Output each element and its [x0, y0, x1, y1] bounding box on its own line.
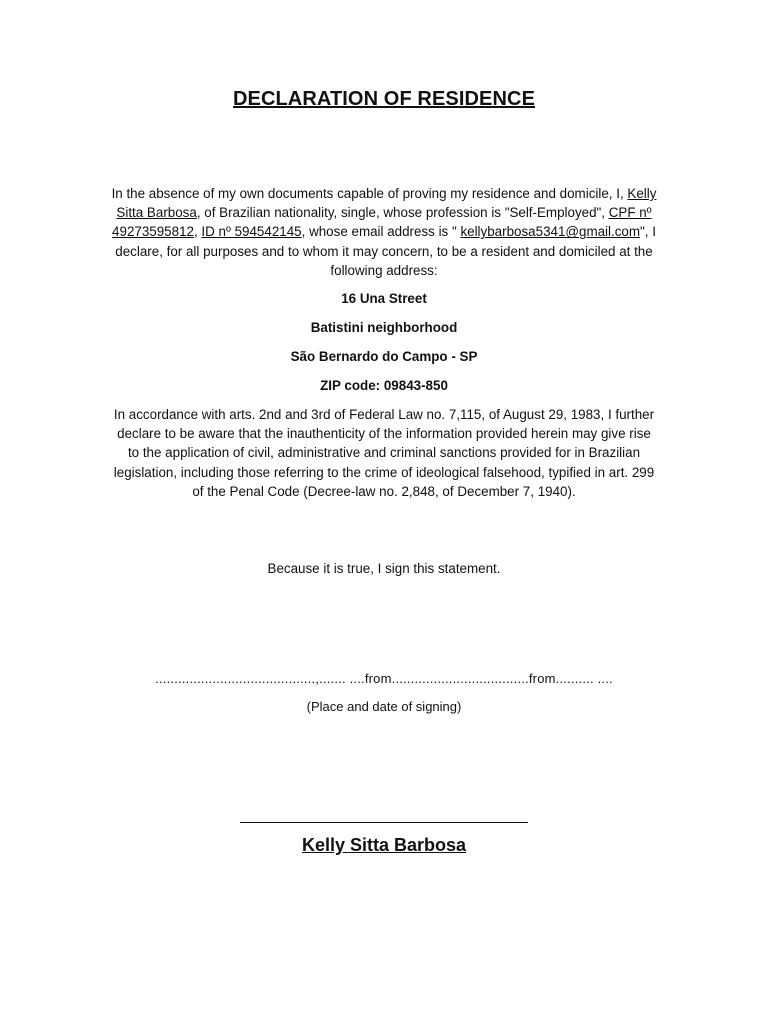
intro-text-5: ", I declare, for all purposes and to whom it may concern, to be a resident and domiciled at the following address:: [115, 224, 656, 278]
intro-text-3: ,: [193, 224, 202, 240]
cpf-number: CPF nº 49273595812: [112, 205, 652, 240]
address-zip: ZIP code: 09843-850: [320, 378, 448, 393]
address-neighborhood: Batistini neighborhood: [310, 320, 458, 335]
intro-text-4: , whose email address is ": [301, 224, 461, 240]
intro-text-2: , of Brazilian nationality, single, whose profession is "Self-Employed",: [196, 205, 609, 221]
email-address: kellybarbosa5341@gmail.com: [460, 224, 641, 240]
address-city: São Bernardo do Campo - SP: [290, 349, 478, 364]
signature-name: Kelly Sitta Barbosa: [301, 835, 467, 855]
signing-statement: Because it is true, I sign this statement.: [267, 561, 501, 576]
intro-text-1: In the absence of my own documents capable of proving my residence and domicile, I,: [111, 186, 628, 201]
legal-paragraph: In accordance with arts. 2nd and 3rd of Federal Law no. 7,115, of August 29, 1983, I further declare to be aware that the inauthenticity of the information provided herein may give rise to the application of civil, administrative and criminal sanctions provided for in Brazilian legislation, including those referring to the crime of ideological falsehood, typified in art. 299 of the Penal Code (Decree-law no. 2,848, of December 7, 1940).: [113, 407, 655, 499]
place-date-caption: (Place and date of signing): [306, 699, 462, 714]
signature-line: [240, 822, 528, 823]
place-date-line: ..........................................,....... ....from....................................from.......... ....: [155, 671, 613, 686]
intro-paragraph: [110, 184, 658, 280]
address-street: 16 Una Street: [341, 291, 427, 306]
document-title: DECLARATION OF RESIDENCE: [232, 88, 536, 110]
declarant-name: Kelly Sitta Barbosa: [116, 186, 657, 221]
id-number: ID nº 594542145: [201, 224, 302, 240]
